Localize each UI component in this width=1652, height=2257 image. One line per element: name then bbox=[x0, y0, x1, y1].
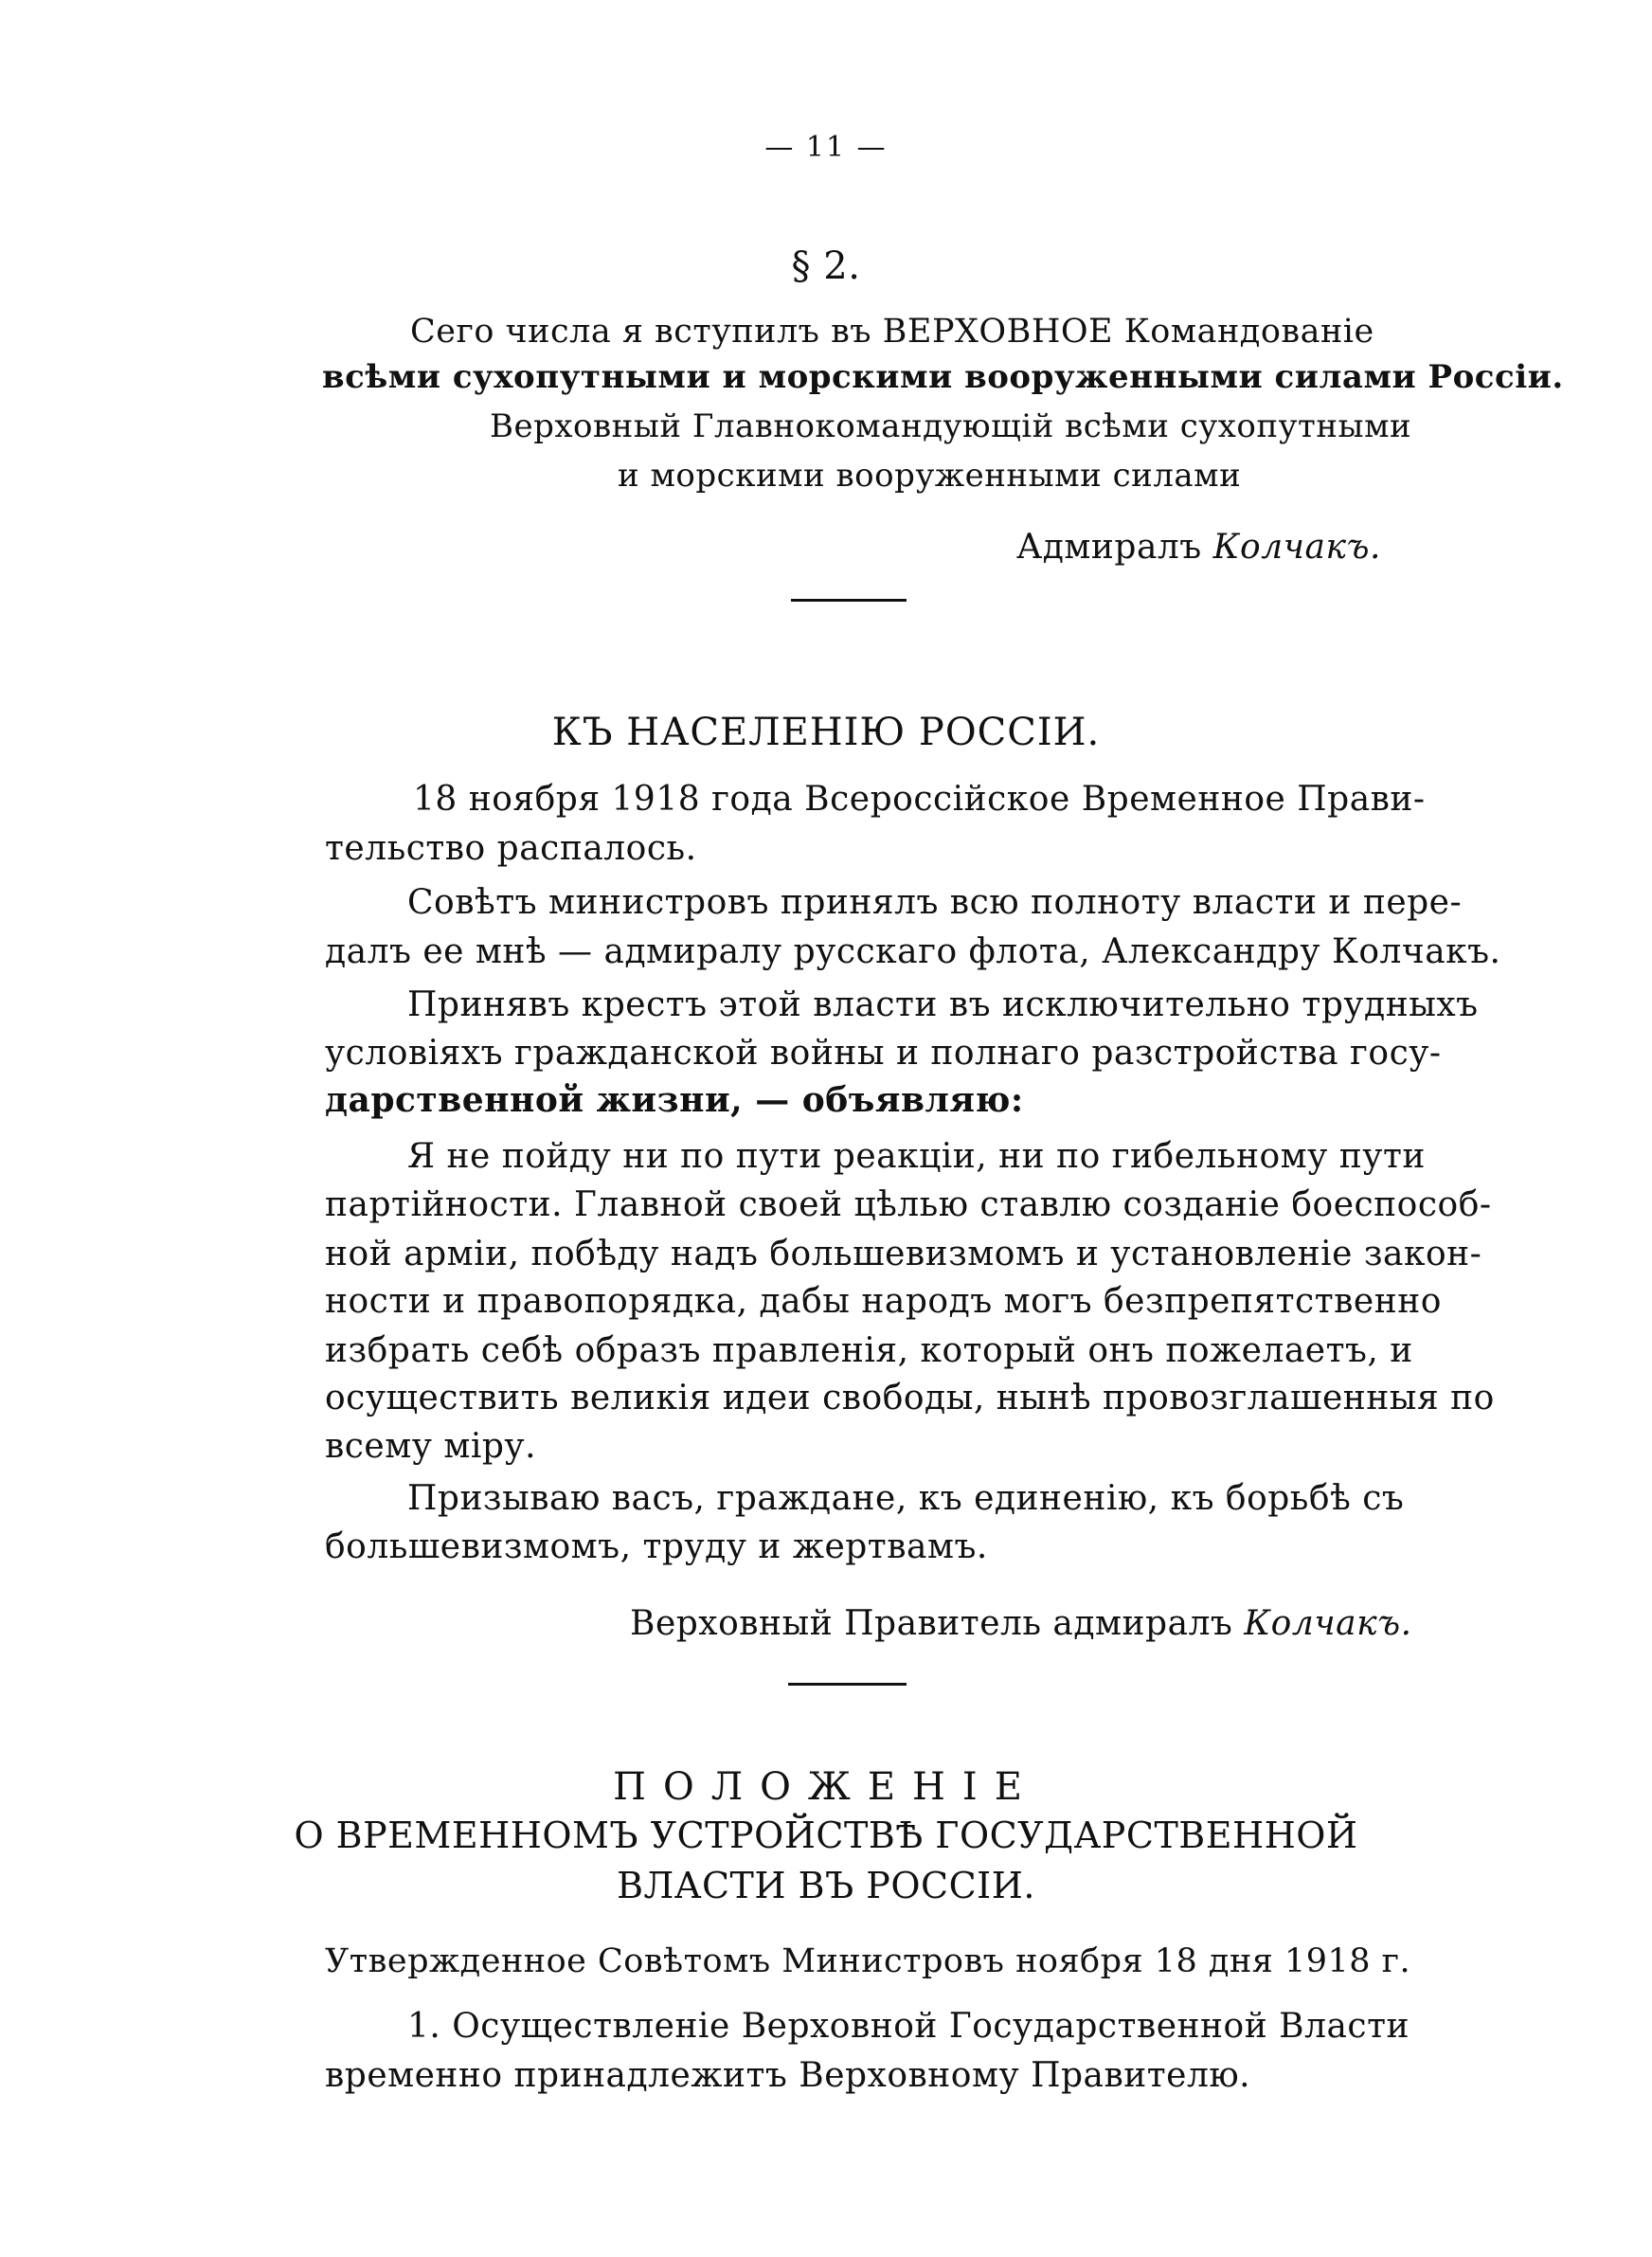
page-number: — 11 — bbox=[764, 131, 888, 164]
section-heading: § 2. bbox=[791, 244, 861, 288]
appeal-line: большевизмомъ, труду и жертвамъ. bbox=[325, 1527, 988, 1566]
statute-item-1-line-2: временно принадлежитъ Верховному Правителю. bbox=[325, 2056, 1251, 2095]
appeal-line: далъ ее мнѣ — адмиралу русскаго флота, Александру Колчакъ. bbox=[325, 932, 1501, 971]
appeal-line: Призываю васъ, граждане, къ единенію, къ борьбѣ съ bbox=[407, 1479, 1405, 1518]
section-line-4: и морскими вооруженными силами bbox=[618, 457, 1242, 495]
statute-heading-1: ПОЛОЖЕНІЕ bbox=[613, 1765, 1039, 1809]
appeal-heading: КЪ НАСЕЛЕНІЮ РОССІИ. bbox=[551, 711, 1101, 754]
appeal-line: 18 ноября 1918 года Всероссійское Временное Прави- bbox=[413, 780, 1426, 819]
appeal-line: условіяхъ гражданской войны и полнаго разстройства госу- bbox=[325, 1034, 1442, 1073]
appeal-line: дарственной жизни, — объявляю: bbox=[325, 1080, 1024, 1120]
appeal-line: ности и правопорядка, дабы народъ могъ безпрепятственно bbox=[325, 1282, 1442, 1321]
appeal-line: ной арміи, побѣду надъ большевизмомъ и установленіе закон- bbox=[325, 1235, 1482, 1273]
signature-title: Адмиралъ bbox=[1016, 528, 1202, 567]
appeal-line: Я не пойду ни по пути реакціи, ни по гибельному пути bbox=[407, 1137, 1426, 1176]
appeal-line: всему міру. bbox=[325, 1427, 537, 1466]
statute-heading-2: О ВРЕМЕННОМЪ УСТРОЙСТВѢ ГОСУДАРСТВЕННОЙ bbox=[294, 1815, 1358, 1856]
appeal-line: партійности. Главной своей цѣлью ставлю созданіе боеспособ- bbox=[325, 1185, 1492, 1224]
appeal-line: Совѣтъ министровъ принялъ всю полноту власти и пере- bbox=[407, 883, 1463, 922]
statute-heading-3: ВЛАСТИ ВЪ РОССІИ. bbox=[617, 1865, 1035, 1906]
appeal-signature bbox=[630, 1604, 1412, 1643]
signature-name: Колчакъ. bbox=[1212, 528, 1381, 567]
statute-approved: Утвержденное Совѣтомъ Министровъ ноября 18 дня 1918 г. bbox=[325, 1942, 1411, 1980]
section-line-2: всѣми сухопутными и морскими вооруженными силами Россіи. bbox=[322, 358, 1564, 396]
appeal-signature-name: Колчакъ. bbox=[1244, 1604, 1412, 1643]
section-line-1: Сего числа я вступилъ въ ВЕРХОВНОЕ Командованіе bbox=[410, 313, 1374, 351]
appeal-signature-title: Верховный Правитель адмиралъ bbox=[630, 1604, 1233, 1643]
section-signature bbox=[1016, 528, 1381, 567]
section-line-3: Верховный Главнокомандующій всѣми сухопутными bbox=[490, 407, 1412, 445]
appeal-line: Принявъ крестъ этой власти въ исключительно трудныхъ bbox=[407, 985, 1479, 1024]
appeal-line: тельство распалось. bbox=[325, 829, 697, 868]
appeal-line: осуществить великія идеи свободы, нынѣ провозглашенныя по bbox=[325, 1379, 1495, 1417]
statute-item-1-line-1: 1. Осуществленіе Верховной Государственной Власти bbox=[407, 2007, 1410, 2046]
divider-2 bbox=[788, 1683, 907, 1686]
divider-1 bbox=[791, 599, 907, 602]
appeal-line: избрать себѣ образъ правленія, который онъ пожелаетъ, и bbox=[325, 1331, 1413, 1370]
